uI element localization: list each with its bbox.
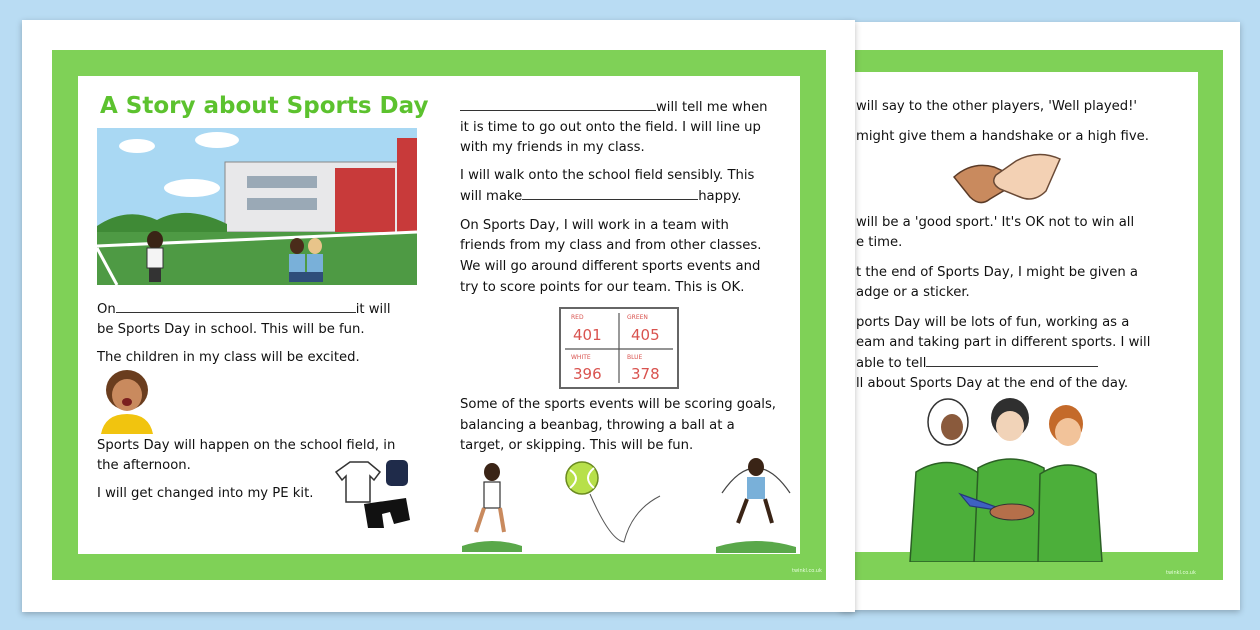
front-sheet [22,20,855,612]
football-girl-illustration [462,460,522,552]
score-green: 405 [631,326,660,344]
team-line-2: friends from my class and from other classes. [460,238,762,253]
score-white: 396 [573,365,602,383]
team-line-4: try to score points for our team. This is OK. [460,280,745,295]
right-line-8: eam and taking part in different sports. I will [856,335,1151,350]
go-out-line: it is time to go out onto the field. I will line up [460,120,761,135]
right-line-2: might give them a handshake or a high five. [856,129,1149,144]
date-blank[interactable] [116,299,356,313]
sports-day-line: be Sports Day in school. This will be fun. [97,322,365,337]
will-make-line [460,186,741,207]
happy-blank[interactable] [522,186,698,200]
score-label-white: WHITE [571,354,591,361]
score-label-green: GREEN [627,314,648,321]
pe-kit-line: I will get changed into my PE kit. [97,486,314,501]
right-line-7: ports Day will be lots of fun, working as a [856,315,1130,330]
events-line-1: Some of the sports events will be scoring goals, [460,397,777,412]
scoreboard [559,307,679,389]
team-line-3: We will go around different sports events and [460,259,761,274]
right-line-4: e time. [856,235,903,250]
happen-line-1: Sports Day will happen on the school field, in [97,438,396,453]
person-blank[interactable] [460,97,656,111]
excited-child-illustration [99,368,155,434]
score-label-red: RED [571,314,584,321]
right-line-1: will say to the other players, 'Well played!' [856,99,1138,114]
right-line-10: ll about Sports Day at the end of the day. [856,376,1129,391]
handshake-illustration [950,147,1065,213]
tennis-ball-illustration [562,460,662,552]
team-hands-illustration [900,394,1110,562]
events-line-3: target, or skipping. This will be fun. [460,438,694,453]
right-line-6: adge or a sticker. [856,285,970,300]
it-will-label: it will [355,302,391,317]
tell-me-label: will tell me when [656,100,768,115]
events-line-2: balancing a beanbag, throwing a ball at a [460,418,735,433]
will-make-label: will make [460,189,523,204]
friends-line: with my friends in my class. [460,140,645,155]
brand-mark-left: twinkl.co.uk [792,568,822,574]
right-line-5: t the end of Sports Day, I might be given a [856,265,1138,280]
answer-blank[interactable] [926,353,1098,367]
score-blue: 378 [631,365,660,383]
page-title: A Story about Sports Day [100,93,429,119]
right-line-9-text: able to tell [856,356,927,371]
right-line-9 [856,353,1098,374]
school-field-illustration [97,128,417,285]
skipping-boy-illustration [716,453,796,553]
tell-me-line [460,97,768,118]
on-label: On [97,302,116,317]
score-label-blue: BLUE [627,354,643,361]
score-red: 401 [573,326,602,344]
team-line-1: On Sports Day, I will work in a team with [460,218,729,233]
on-line [97,299,391,320]
pe-kit-illustration [334,458,412,530]
happy-label: happy. [698,189,742,204]
happen-line-2: the afternoon. [97,458,191,473]
right-line-3: will be a 'good sport.' It's OK not to win all [856,215,1135,230]
back-sheet [840,22,1240,610]
brand-mark-right: twinkl.co.uk [1166,570,1196,576]
children-excited-line: The children in my class will be excited. [97,350,360,365]
walk-line: I will walk onto the school field sensibly. This [460,168,755,183]
